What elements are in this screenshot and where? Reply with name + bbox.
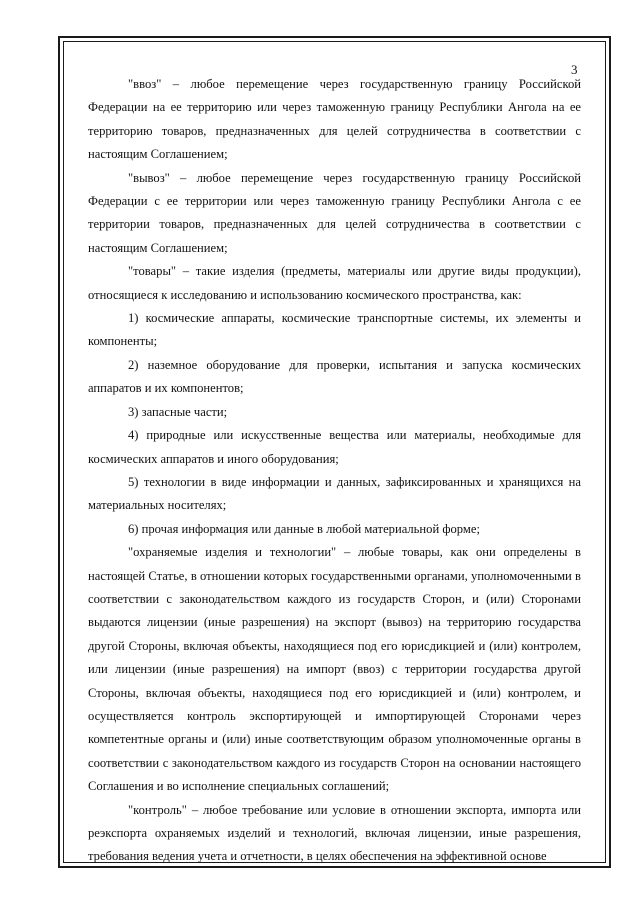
definition-goods: "товары" – такие изделия (предметы, материалы или другие виды продукции), относящиеся к исследованию и использованию космического пространства, как: [88,264,581,302]
goods-item-6: 6) прочая информация или данные в любой материальной форме; [128,521,480,536]
page-number: 3 [571,62,578,77]
goods-item-4: 4) природные или искусственные вещества или материалы, необходимые для космических аппаратов и иного оборудования; [88,428,581,466]
goods-item-5: 5) технологии в виде информации и данных, зафиксированных и хранящихся на материальных носителях; [88,474,581,513]
goods-item-3: 3) запасные части; [128,404,228,419]
document-body [88,73,581,869]
definition-import: "ввоз" – любое перемещение через государственную границу Российской Федерации на ее территорию или через таможенную границу Республики Ангола на ее территорию товаров, предназначенных для целей сотрудничества в соответствии с настоящим Соглашением; [88,77,581,162]
definition-protected-items: "охраняемые изделия и технологии" – любые товары, как они определены в настоящей Статье, в отношении которых государственными органами, уполномоченными в соответствии с законодательством каждого из государств Сторон, и (или) Сторонами выдаются лицензии (иные разрешения) на экспорт (вывоз) на территорию государства другой Стороны, включая объекты, находящиеся под его юрисдикцией и (или) контролем, или лицензии (иные разрешения) на импорт (ввоз) с территории государства другой Стороны, включая объекты, находящиеся под его юрисдикцией и (или) контролем, и осуществляется контроль экспортирующей и импортирующей Сторонами через компетентные органы и (или) иные соответствующим образом уполномоченные органы в соответствии с законодательством каждого из государств Сторон на основании настоящего Соглашения и во исполнение специальных соглашений; [88,545,581,794]
definition-export: "вывоз" – любое перемещение через государственную границу Российской Федерации с ее территории или через таможенную границу Республики Ангола с ее территории товаров, предназначенных для целей сотрудничества в соответствии с настоящим Соглашением; [88,170,581,255]
goods-item-1: 1) космические аппараты, космические транспортные системы, их элементы и компоненты; [88,311,581,349]
goods-item-2: 2) наземное оборудование для проверки, испытания и запуска космических аппаратов и их компонентов; [88,357,581,396]
definition-control: "контроль" – любое требование или условие в отношении экспорта, импорта или реэкспорта охраняемых изделий и технологий, включая лицензии, иные разрешения, требования ведения учета и отчетности, в целях обеспечения на эффективной основе [88,802,581,864]
